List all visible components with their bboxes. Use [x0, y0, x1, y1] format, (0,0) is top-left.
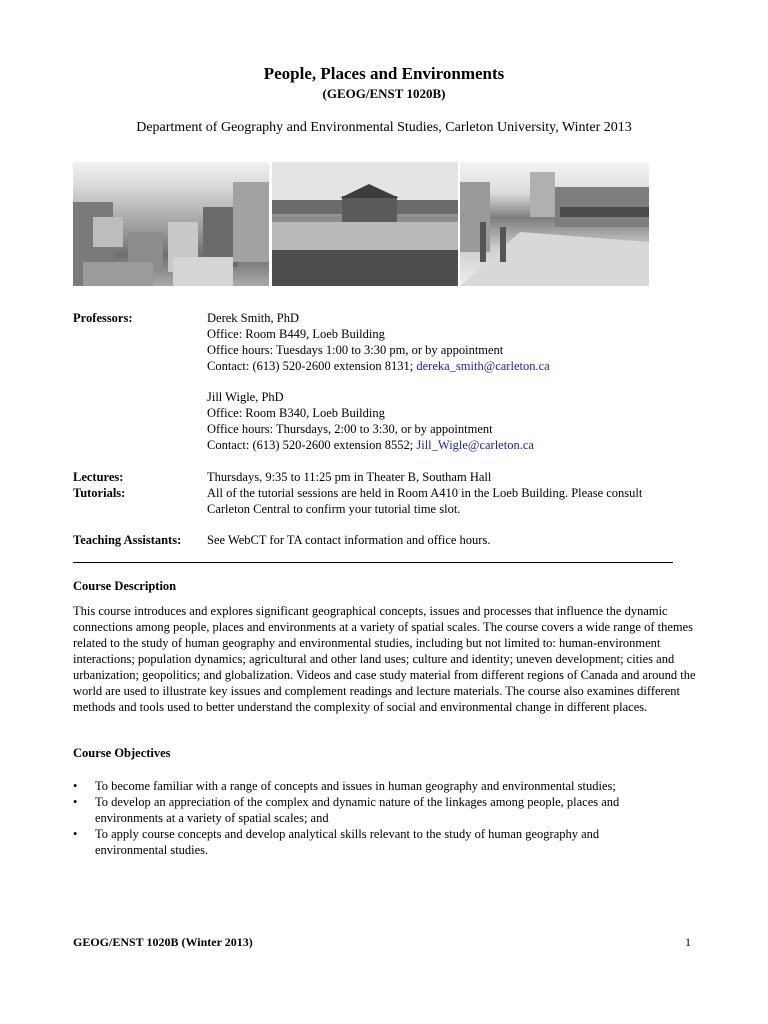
lectures-text: Thursdays, 9:35 to 11:25 pm in Theater B, Southam Hall	[207, 470, 492, 484]
tutorials-label: Tutorials:	[73, 486, 126, 500]
professor-2-email-link[interactable]: Jill_Wigle@carleton.ca	[416, 438, 534, 452]
section-divider	[73, 562, 673, 563]
course-description-heading: Course Description	[73, 579, 177, 593]
course-objectives-heading: Course Objectives	[73, 746, 171, 760]
footer-course-label: GEOG/ENST 1020B (Winter 2013)	[73, 935, 253, 949]
bullet-icon: •	[73, 779, 78, 793]
lectures-label: Lectures:	[73, 470, 124, 484]
course-code: (GEOG/ENST 1020B)	[322, 86, 446, 101]
hillside-favela-photo	[73, 162, 269, 286]
page-number: 1	[685, 935, 691, 949]
list-item: • To apply course concepts and develop analytical skills relevant to the study of human geography and environmental studies.	[73, 827, 600, 857]
city-street-photo	[460, 162, 649, 286]
professor-1-office: Office: Room B449, Loeb Building	[207, 327, 385, 341]
teaching-assistants-label: Teaching Assistants:	[73, 533, 182, 547]
tutorials-line-2: Carleton Central to confirm your tutorial time slot.	[207, 502, 461, 516]
objectives-list	[73, 778, 673, 858]
professors-label: Professors:	[73, 311, 133, 325]
bullet-icon: •	[73, 795, 78, 809]
document-title: People, Places and Environments	[263, 64, 505, 83]
professor-1-email-link[interactable]: dereka_smith@carleton.ca	[416, 359, 550, 373]
coastal-fishing-shack-photo	[272, 162, 458, 286]
professor-1-contact: Contact: (613) 520-2600 extension 8131; dereka_smith@carleton.ca	[207, 359, 550, 373]
list-item: • To become familiar with a range of concepts and issues in human geography and environmental studies;	[73, 779, 616, 793]
professor-1-hours: Office hours: Tuesdays 1:00 to 3:30 pm, or by appointment	[207, 343, 504, 357]
professor-2-office: Office: Room B340, Loeb Building	[207, 406, 385, 420]
professor-2-name: Jill Wigle, PhD	[207, 390, 284, 404]
teaching-assistants-text: See WebCT for TA contact information and office hours.	[207, 533, 491, 547]
professor-2-hours: Office hours: Thursdays, 2:00 to 3:30, or by appointment	[207, 422, 493, 436]
bullet-icon: •	[73, 827, 78, 841]
professor-1-name: Derek Smith, PhD	[207, 311, 300, 325]
department-line: Department of Geography and Environmental Studies, Carleton University, Winter 2013	[136, 120, 632, 135]
course-description-text: This course introduces and explores significant geographical concepts, issues and processes that influence the dynamic connections among people, places and environments at a variety of spatial scales. The course covers a wide range of themes related to the study of human geography and environmental studies, including but not limited to: human-environment interactions; population dynamics; agricultural and other land uses; culture and identity; uneven development; cities and urbanization; geopolitics; and globalization. Videos and case study material from different regions of Canada and around the world are used to illustrate key issues and complement readings and lecture materials. The course also examines different methods and tools used to better understand the complexity of social and environmental change in different places.	[73, 604, 696, 714]
tutorials-line-1: All of the tutorial sessions are held in Room A410 in the Loeb Building. Please consult	[207, 486, 643, 500]
photo-strip	[73, 162, 649, 286]
list-item: • To develop an appreciation of the complex and dynamic nature of the linkages among people, places and environments at a variety of spatial scales; and	[73, 795, 620, 825]
professor-2-contact: Contact: (613) 520-2600 extension 8552; Jill_Wigle@carleton.ca	[207, 438, 534, 452]
